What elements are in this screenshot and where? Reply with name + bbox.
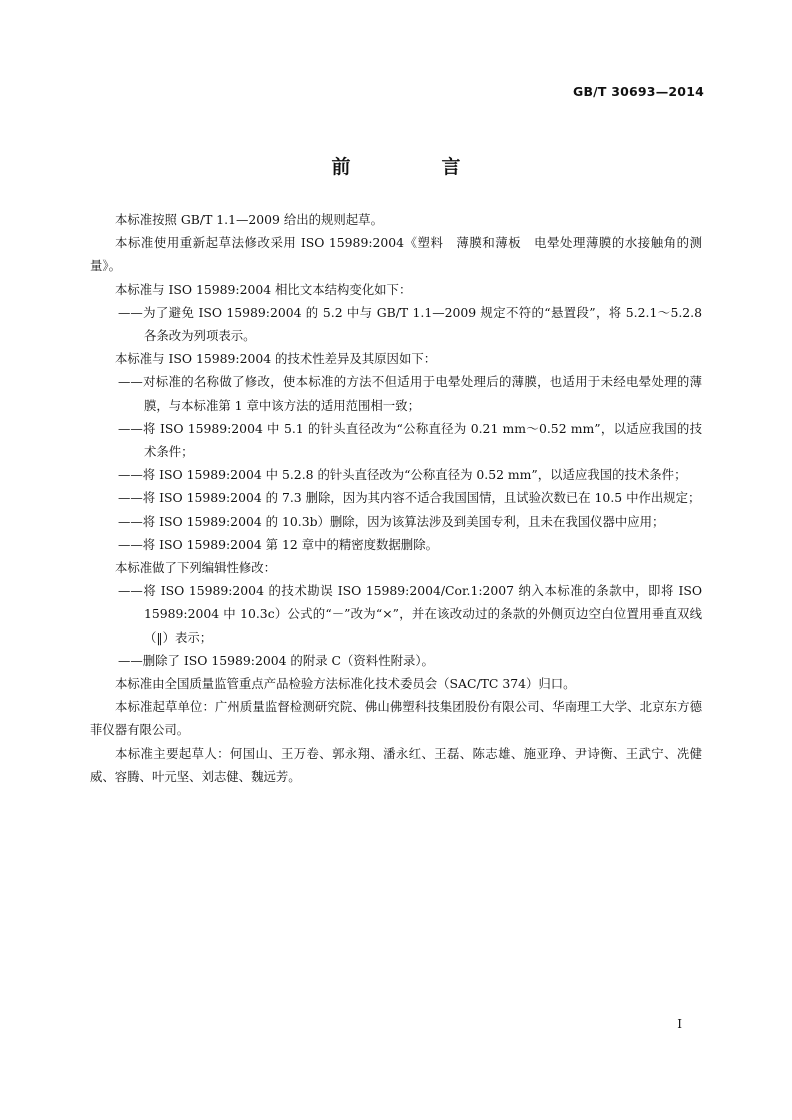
paragraph-structure-changes: 本标准与 ISO 15989:2004 相比文本结构变化如下： xyxy=(115,281,412,297)
list-item: ——将 ISO 15989:2004 中 5.1 的针头直径改为“公称直径为 0.21 mm～0.52 mm”，以适应我国的技术条件； xyxy=(118,420,702,460)
list-item: ——对标准的名称做了修改，使本标准的方法不但适用于电晕处理后的薄膜，也适用于未经电晕处理的薄膜，与本标准第 1 章中该方法的适用范围相一致； xyxy=(118,374,702,413)
page-title: 前 言 xyxy=(331,156,497,178)
paragraph-drafters: 本标准主要起草人：何国山、王万卷、郭永翔、潘永红、王磊、陈志雄、施亚琤、尹诗衡、王武宁、冼健威、容腾、叶元坚、刘志健、魏远芳。 xyxy=(90,745,702,784)
list-item: ——删除了 ISO 15989:2004 的附录 C（资料性附录）。 xyxy=(118,652,434,668)
list-item: ——将 ISO 15989:2004 的 10.3b）删除，因为该算法涉及到美国专利，且未在我国仪器中应用； xyxy=(118,513,665,529)
paragraph-editorial-changes: 本标准做了下列编辑性修改： xyxy=(115,560,277,576)
paragraph-adoption: 本标准使用重新起草法修改采用 ISO 15989:2004《塑料 薄膜和薄板 电晕处理薄膜的水接触角的测量》。 xyxy=(90,235,702,274)
paragraph-drafting-units: 本标准起草单位：广州质量监督检测研究院、佛山佛塑科技集团股份有限公司、华南理工大学、北京东方德菲仪器有限公司。 xyxy=(90,699,702,738)
list-item: ——将 ISO 15989:2004 第 12 章中的精密度数据删除。 xyxy=(118,536,438,552)
list-item: ——将 ISO 15989:2004 的技术勘误 ISO 15989:2004/Cor.1:2007 纳入本标准的条款中，即将 ISO 15989:2004 中 10.3c）公式的“－”改为“×”，并在该改动过的条款的外侧页边空白位置用垂直双线（‖）表示； xyxy=(118,583,702,645)
standard-code: GB/T 30693—2014 xyxy=(572,84,704,99)
paragraph-committee: 本标准由全国质量监管重点产品检验方法标准化技术委员会（SAC/TC 374）归口。 xyxy=(115,676,576,692)
document-body xyxy=(90,208,702,788)
list-item: ——将 ISO 15989:2004 中 5.2.8 的针头直径改为“公称直径为 0.52 mm”，以适应我国的技术条件； xyxy=(118,467,687,483)
list-item: ——将 ISO 15989:2004 的 7.3 删除，因为其内容不适合我国国情，且试验次数已在 10.5 中作出规定； xyxy=(118,490,701,506)
page-number: I xyxy=(677,1017,682,1031)
paragraph-drafting-rules: 本标准按照 GB/T 1.1—2009 给出的规则起草。 xyxy=(115,212,383,227)
paragraph-technical-differences: 本标准与 ISO 15989:2004 的技术性差异及其原因如下： xyxy=(115,351,437,367)
list-item: ——为了避免 ISO 15989:2004 的 5.2 中与 GB/T 1.1—2009 规定不符的“悬置段”，将 5.2.1～5.2.8 各条改为列项表示。 xyxy=(118,304,702,344)
